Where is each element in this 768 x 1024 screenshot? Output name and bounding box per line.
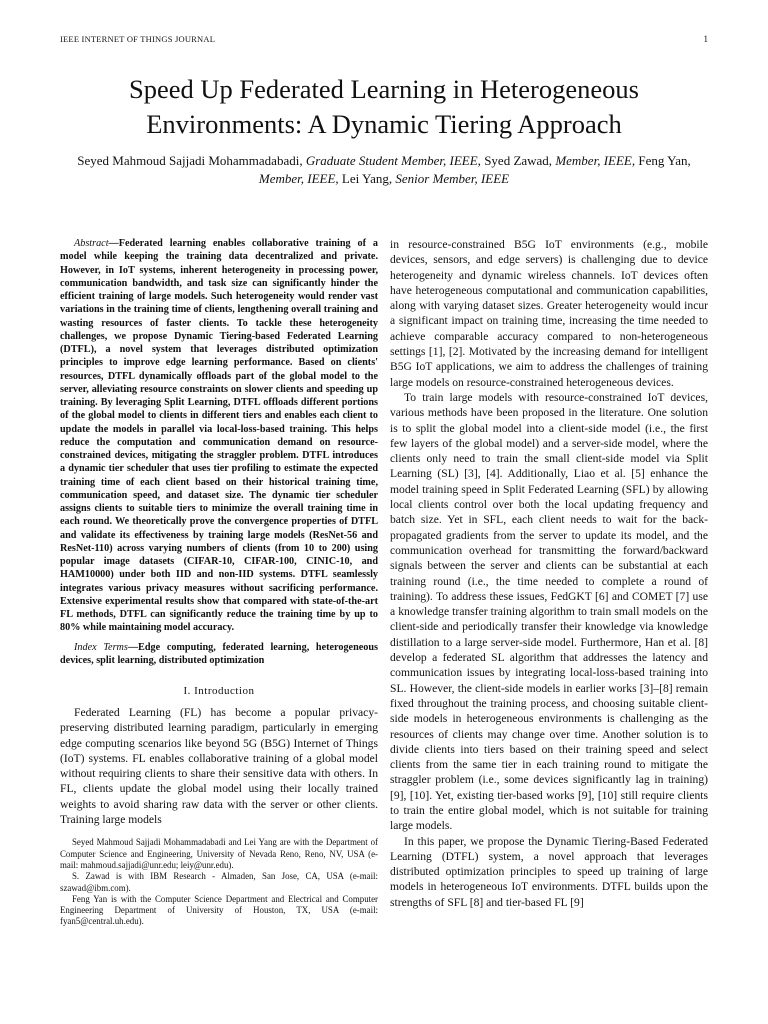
section-heading-introduction: I. Introduction xyxy=(183,685,255,697)
running-head-journal: IEEE INTERNET OF THINGS JOURNAL xyxy=(60,34,216,44)
index-terms-text: —Edge computing, federated learning, heterogeneous devices, split learning, distributed optimization xyxy=(60,641,378,666)
intro-paragraph-2: To train large models with resource-constrained IoT devices, various methods have been proposed in the literature. One solution is to split the global model into a client-side model (i.e., the first few layers of the global model) and a server-side model, where the clients only need to train the small client-side model via Split Learning (SL) [3], [4]. Additionally, Liao et al. [5] enhance the model training speed in Split Federated Learning (SFL) by allowing local clients control over both the local updating frequency and batch size. Yet in SFL, each client needs to wait for the back-propagated gradients from the server to update its model, and the communication overhead for transmitting the forward/backward signals between the server and clients can be substantial at each training round (i.e., the time needed to complete a round of training). To address these issues, FedGKT [6] and COMET [7] use a knowledge transfer training algorithm to train small models on the client-side and periodically transfer their knowledge via knowledge distillation to a large server-side model. Furthermore, Han et al. [8] develop a federated SL algorithm that addresses the latency and communication issues by integrating local-loss-based training into SL. However, the client-side models in earlier works [3]–[8] remain fixed throughout the training process, and choosing suitable client-side models in heterogeneous environments is challenging as the resources of clients may change over time. Another solution is to divide clients into tiers based on their training speed and select clients from the same tier in each training round to mitigate the straggler problem (i.e., some devices significantly lag in training) [9], [10]. Yet, existing tier-based works [9], [10] still require clients to train the entire global model, which is not suitable for training large models. xyxy=(390,390,708,833)
footnotes xyxy=(60,837,378,927)
page-number: 1 xyxy=(703,34,708,44)
index-terms-label: Index Terms xyxy=(74,641,128,653)
intro-paragraph-1-continued: in resource-constrained B5G IoT environments (e.g., mobile devices, sensors, and edge servers) is challenging due to device heterogeneity and dynamic wireless channels. IoT devices often have heterogeneous computational and communication capabilities, along with varying dataset sizes. Greater heterogeneity would incur a significant impact on training time, increasing the time needed to achieve comparable accuracy compared to non-heterogeneous settings [1], [2]. Motivated by the increasing demand for intelligent B5G IoT applications, we aim to address the challenges of training large models on resource-constrained heterogeneous devices. xyxy=(390,238,708,389)
author-4: Lei Yang, xyxy=(341,171,393,186)
intro-paragraph-1: Federated Learning (FL) has become a popular privacy-preserving distributed learning paradigm, particularly in emerging edge computing scenarios like beyond 5G (B5G) Internet of Things (IoT) systems. FL enables collaborative training of a global model without requiring clients to share their sensitive data with others. In FL, clients update the global model using their locally trained weights to avoid sharing raw data with the server or other clients. Training large models xyxy=(60,706,378,827)
author-list xyxy=(60,152,708,188)
author-2-role: Member, IEEE, xyxy=(555,153,636,168)
footnote-affiliation-3: Feng Yan is with the Computer Science Department and Electrical and Computer Engineering Department of University of Houston, TX, USA (e-mail: fyan5@central.uh.edu). xyxy=(60,893,378,927)
footnote-affiliation-1: Seyed Mahmoud Sajjadi Mohammadabadi and Lei Yang are with the Department of Computer Science and Engineering, University of Nevada Reno, Reno, NV, USA (e-mail: mahmoud.sajjadi@unr.edu; leiy@unr.edu). xyxy=(60,837,378,870)
author-4-role: Senior Member, IEEE xyxy=(395,171,510,186)
author-1-role: Graduate Student Member, IEEE, xyxy=(305,153,481,168)
paper-title: Speed Up Federated Learning in Heterogeneous Environments: A Dynamic Tiering Approach xyxy=(129,74,639,139)
abstract-text: —Federated learning enables collaborative training of a model while keeping the training data decentralized and private. However, in IoT systems, inherent heterogeneity in processing power, communication bandwidth, and task size can significantly hinder the efficient training of large models. Such heterogeneity would render vast variations in the training time of clients, lengthening overall training and wasting resources of faster clients. To tackle these heterogeneity challenges, we propose Dynamic Tiering-based Federated Learning (DTFL), a novel system that leverages distributed optimization principles to improve edge learning performance. Based on clients' resources, DTFL dynamically offloads part of the global model to the server, alleviating resource constraints on slower clients and speeding up training. By leveraging Split Learning, DTFL offloads different portions of the global model to clients in different tiers and enables each client to update the models in parallel via local-loss-based training. This helps reduce the computation and communication demand on resource-constrained devices, mitigating the straggler problem. DTFL introduces a dynamic tier scheduler that uses tier profiling to estimate the expected training time of each client based on their historical training time, communication speed, and dataset size. The dynamic tier scheduler assigns clients to suitable tiers to minimize the overall training time in each round. We theoretically prove the convergence properties of DTFL and validate its effectiveness by training large models (ResNet-56 and ResNet-110) across varying numbers of clients (from 10 to 200) using popular image datasets (CIFAR-10, CIFAR-100, CINIC-10, and HAM10000) under both IID and non-IID systems. DTFL seamlessly integrates various privacy measures without sacrificing performance. Extensive experimental results show that compared with state-of-the-art FL methods, DTFL can significantly reduce the training time by up to 80% while maintaining model accuracy. xyxy=(60,238,378,634)
author-2: Syed Zawad, xyxy=(484,153,553,168)
abstract-label: Abstract xyxy=(74,238,109,249)
footnote-affiliation-2: S. Zawad is with IBM Research - Almaden, San Jose, CA, USA (e-mail: szawad@ibm.com). xyxy=(60,871,378,893)
author-3-role: Member, IEEE, xyxy=(258,171,339,186)
intro-paragraph-3: In this paper, we propose the Dynamic Tiering-Based Federated Learning (DTFL) system, a novel approach that leverages distributed optimization principles to speed up training of large models in heterogeneous IoT environments. DTFL builds upon the strengths of SFL [8] and tier-based FL [9] xyxy=(390,834,708,909)
left-column xyxy=(60,237,378,928)
right-column xyxy=(390,237,708,910)
author-3: Feng Yan, xyxy=(638,153,691,168)
index-terms xyxy=(60,641,378,668)
abstract xyxy=(60,237,378,635)
author-1: Seyed Mahmoud Sajjadi Mohammadabadi, xyxy=(77,153,303,168)
